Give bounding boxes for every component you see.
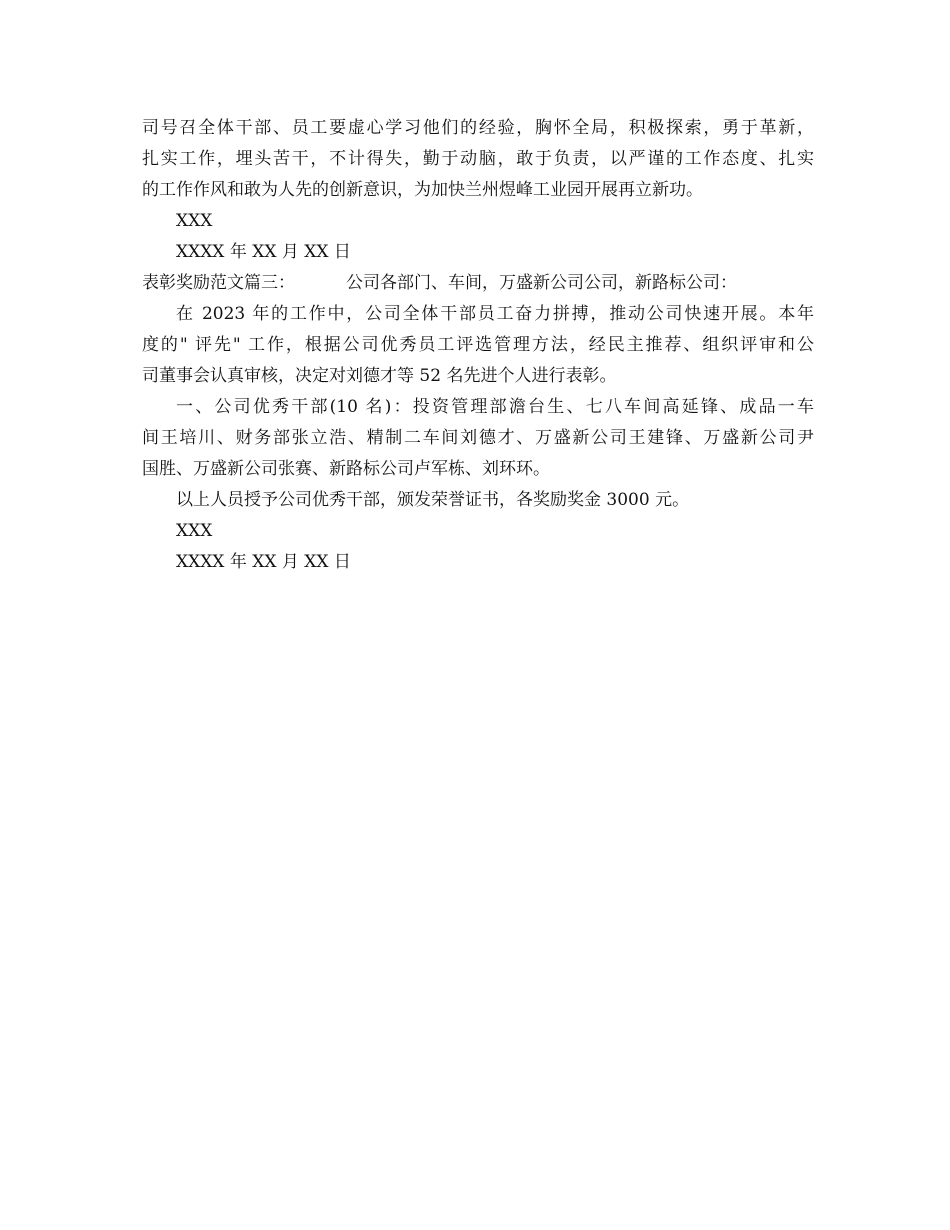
paragraph-line: 扎实工作，埋头苦干，不计得失，勤于动脑，敢于负责，以严谨的工作态度、扎实 [142,149,814,169]
paragraph-line: 司号召全体干部、员工要虚心学习他们的经验，胸怀全局，积极探索，勇于革新， [142,118,814,138]
paragraph-line: 的工作作风和敢为人先的创新意识，为加快兰州煜峰工业园开展再立新功。 [142,180,703,200]
continued-paragraph [142,113,814,206]
signature-date: XXXX 年 XX 月 XX 日 [176,552,351,572]
paragraph-line: 间王培川、财务部张立浩、精制二车间刘德才、万盛新公司王建锋、万盛新公司尹 [142,428,814,448]
award-paragraph [142,392,814,485]
paragraph-line: 一、公司优秀干部(10 名)：投资管理部澹台生、七八车间高延锋、成品一车 [176,397,814,417]
section-3-label: 表彰奖励范文篇三： [142,273,295,293]
signature-name: XXX [176,211,213,231]
reward-line: 以上人员授予公司优秀干部，颁发荣誉证书，各奖励奖金 3000 元。 [176,490,690,510]
paragraph-line: 在 2023 年的工作中，公司全体干部员工奋力拼搏，推动公司快速开展。本年 [176,304,814,324]
intro-paragraph [142,299,814,392]
signature-block-1 [142,206,814,268]
reward-paragraph [142,485,814,516]
paragraph-line: 度的" 评先" 工作，根据公司优秀员工评选管理方法，经民主推荐、组织评审和公 [142,335,814,355]
signature-name: XXX [176,521,213,541]
document-body [142,113,814,578]
section-3-heading [142,268,814,299]
section-3-salutation: 公司各部门、车间，万盛新公司公司，新路标公司： [346,273,737,293]
paragraph-line: 司董事会认真审核，决定对刘德才等 52 名先进个人进行表彰。 [142,366,617,386]
signature-date: XXXX 年 XX 月 XX 日 [176,242,351,262]
paragraph-line: 国胜、万盛新公司张赛、新路标公司卢军栋、刘环环。 [142,459,550,479]
signature-block-2 [142,516,814,578]
